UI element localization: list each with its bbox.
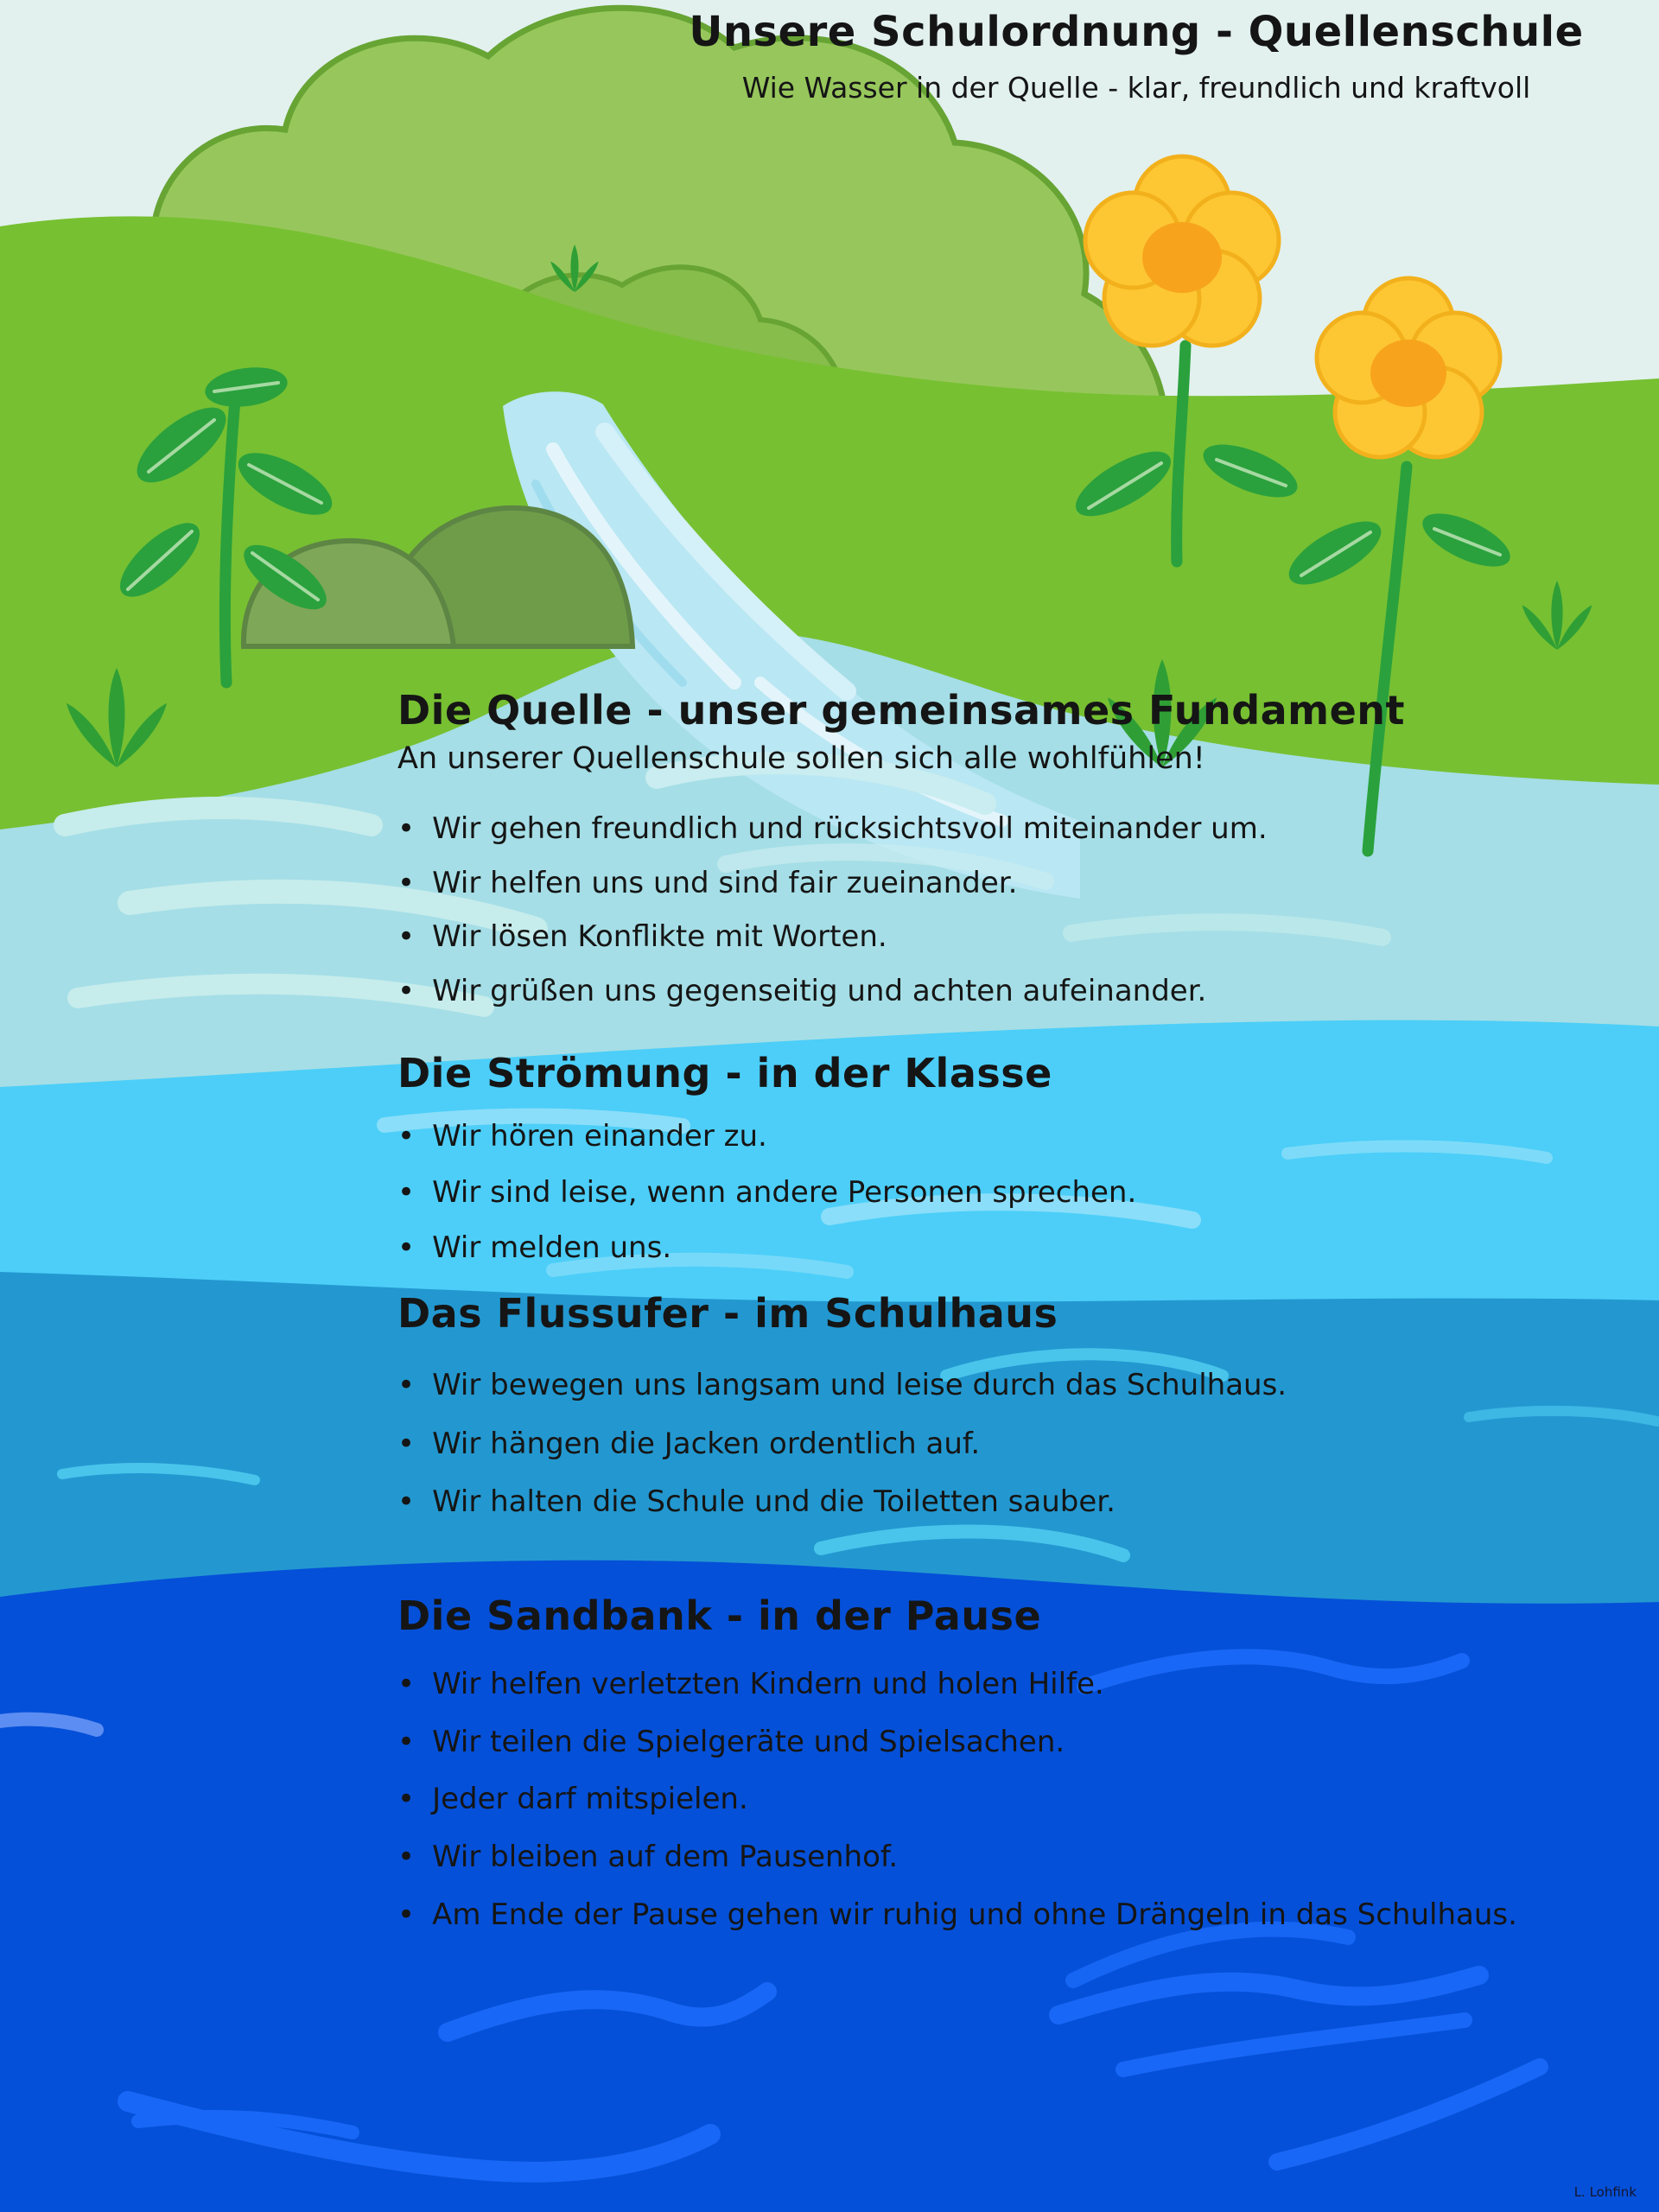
poster-header	[622, 5, 1650, 105]
rule-item	[397, 1782, 1607, 1817]
rule-text: Am Ende der Pause gehen wir ruhig und ohne Drängeln in das Schulhaus.	[432, 1897, 1517, 1933]
rule-item	[397, 1667, 1607, 1702]
bullet-dot: •	[397, 1724, 416, 1759]
bullet-dot: •	[397, 1230, 416, 1266]
rule-text: Wir bleiben auf dem Pausenhof.	[432, 1840, 899, 1875]
bullet-dot: •	[397, 974, 416, 1009]
rule-item	[397, 1368, 1607, 1403]
rule-text: Wir grüßen uns gegenseitig und achten aufeinander.	[432, 974, 1207, 1009]
rule-item	[397, 866, 1607, 901]
section-heading: Das Flussufer - im Schulhaus	[397, 1290, 1058, 1337]
rule-item	[397, 919, 1607, 955]
bullet-dot: •	[397, 1118, 416, 1154]
rule-list	[397, 1667, 1607, 1933]
bullet-dot: •	[397, 1484, 416, 1520]
rule-item	[397, 974, 1607, 1009]
bullet-dot: •	[397, 810, 416, 846]
rule-text: Wir gehen freundlich und rücksichtsvoll miteinander um.	[432, 810, 1268, 846]
rule-list	[397, 811, 1607, 1009]
bullet-dot: •	[397, 1782, 416, 1817]
bullet-dot: •	[397, 1367, 416, 1402]
rule-text: Wir hängen die Jacken ordentlich auf.	[432, 1426, 981, 1461]
rule-item	[397, 1119, 1607, 1154]
rule-text: Wir sind leise, wenn andere Personen sprechen.	[432, 1174, 1137, 1210]
rule-list	[397, 1119, 1607, 1266]
rule-text: Wir bewegen uns langsam und leise durch das Schulhaus.	[432, 1367, 1287, 1402]
page-subtitle: Wie Wasser in der Quelle - klar, freundlich und kraftvoll	[741, 71, 1531, 105]
bullet-dot: •	[397, 865, 416, 900]
page-title: Unsere Schulordnung - Quellenschule	[689, 8, 1584, 56]
rule-text: Wir lösen Konflikte mit Worten.	[432, 919, 887, 955]
bullet-dot: •	[397, 1174, 416, 1210]
author-credit: L. Lohfink	[1573, 2184, 1637, 2200]
rule-text: Wir hören einander zu.	[432, 1118, 767, 1154]
section-quelle	[397, 688, 1607, 1028]
rule-text: Wir halten die Schule und die Toiletten sauber.	[432, 1484, 1116, 1520]
rule-item	[397, 1840, 1607, 1875]
bullet-dot: •	[397, 919, 416, 955]
rule-item	[397, 1484, 1607, 1520]
rule-item	[397, 1175, 1607, 1211]
rule-item	[397, 1725, 1607, 1760]
section-heading: Die Strömung - in der Klasse	[397, 1050, 1052, 1096]
section-intro: An unserer Quellenschule sollen sich alle wohlfühlen!	[397, 741, 1205, 776]
rule-item	[397, 1427, 1607, 1462]
bullet-dot: •	[397, 1666, 416, 1701]
bullet-dot: •	[397, 1840, 416, 1875]
rule-text: Wir helfen verletzten Kindern und holen Hilfe.	[432, 1666, 1104, 1701]
bullet-dot: •	[397, 1426, 416, 1461]
rule-item	[397, 1230, 1607, 1266]
rule-text: Wir teilen die Spielgeräte und Spielsachen.	[432, 1724, 1065, 1759]
rule-text: Wir helfen uns und sind fair zueinander.	[432, 865, 1018, 900]
rule-item	[397, 811, 1607, 847]
section-sandbank	[397, 1593, 1607, 1955]
rule-list	[397, 1368, 1607, 1520]
rule-item	[397, 1897, 1607, 1933]
section-stroemung	[397, 1051, 1607, 1287]
rule-text: Jeder darf mitspielen.	[432, 1782, 748, 1817]
bullet-dot: •	[397, 1897, 416, 1933]
section-flussufer	[397, 1291, 1607, 1543]
section-heading: Die Sandbank - in der Pause	[397, 1592, 1042, 1639]
section-heading: Die Quelle - unser gemeinsames Fundament	[397, 687, 1406, 734]
rule-text: Wir melden uns.	[432, 1230, 672, 1266]
